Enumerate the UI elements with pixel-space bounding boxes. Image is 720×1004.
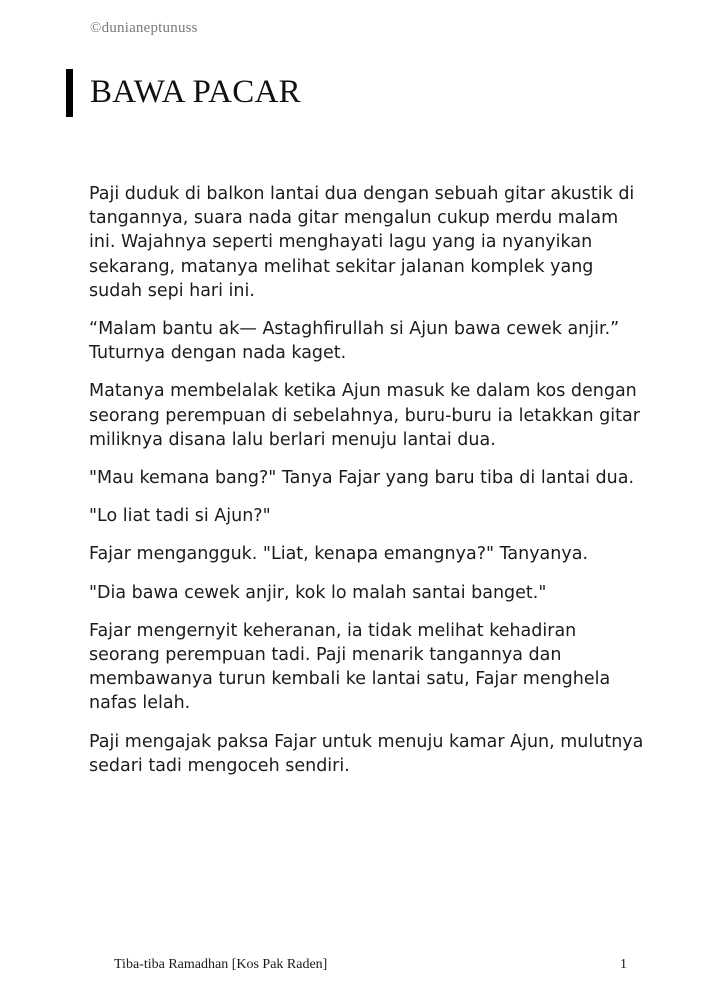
footer-page-number: 1 <box>620 957 627 972</box>
paragraph: Fajar mengernyit keheranan, ia tidak melihat kehadiran seorang perempuan tadi. Paji menarik tangannya dan membawanya turun kembali ke lantai satu, Fajar menghela nafas lelah. <box>89 620 611 714</box>
paragraph: "Mau kemana bang?" Tanya Fajar yang baru tiba di lantai dua. <box>89 468 635 489</box>
paragraph: “Malam bantu ak— Astaghfirullah si Ajun bawa cewek anjir.” Tuturnya dengan nada kaget. <box>89 319 620 364</box>
paragraph: "Dia bawa cewek anjir, kok lo malah santai banget." <box>89 582 547 603</box>
paragraph: Fajar mengangguk. "Liat, kenapa emangnya?" Tanyanya. <box>89 544 589 565</box>
paragraph: Paji duduk di balkon lantai dua dengan sebuah gitar akustik di tangannya, suara nada gitar mengalun cukup merdu malam ini. Wajahnya seperti menghayati lagu yang ia nyanyikan sekarang, matanya melihat sekitar jalanan komplek yang sudah sepi hari ini. <box>89 184 635 301</box>
paragraph: "Lo liat tadi si Ajun?" <box>89 506 271 527</box>
title-accent-bar <box>66 69 73 117</box>
footer-book-title: Tiba-tiba Ramadhan [Kos Pak Raden] <box>114 957 328 972</box>
chapter-title: BAWA PACAR <box>90 74 301 110</box>
chapter-body <box>89 182 649 792</box>
paragraph: Paji mengajak paksa Fajar untuk menuju kamar Ajun, mulutnya sedari tadi mengoceh sendiri. <box>89 731 644 776</box>
paragraph: Matanya membelalak ketika Ajun masuk ke dalam kos dengan seorang perempuan di sebelahnya, buru-buru ia letakkan gitar miliknya disana lalu berlari menuju lantai dua. <box>89 381 640 450</box>
watermark: ©dunianeptunuss <box>90 20 198 36</box>
